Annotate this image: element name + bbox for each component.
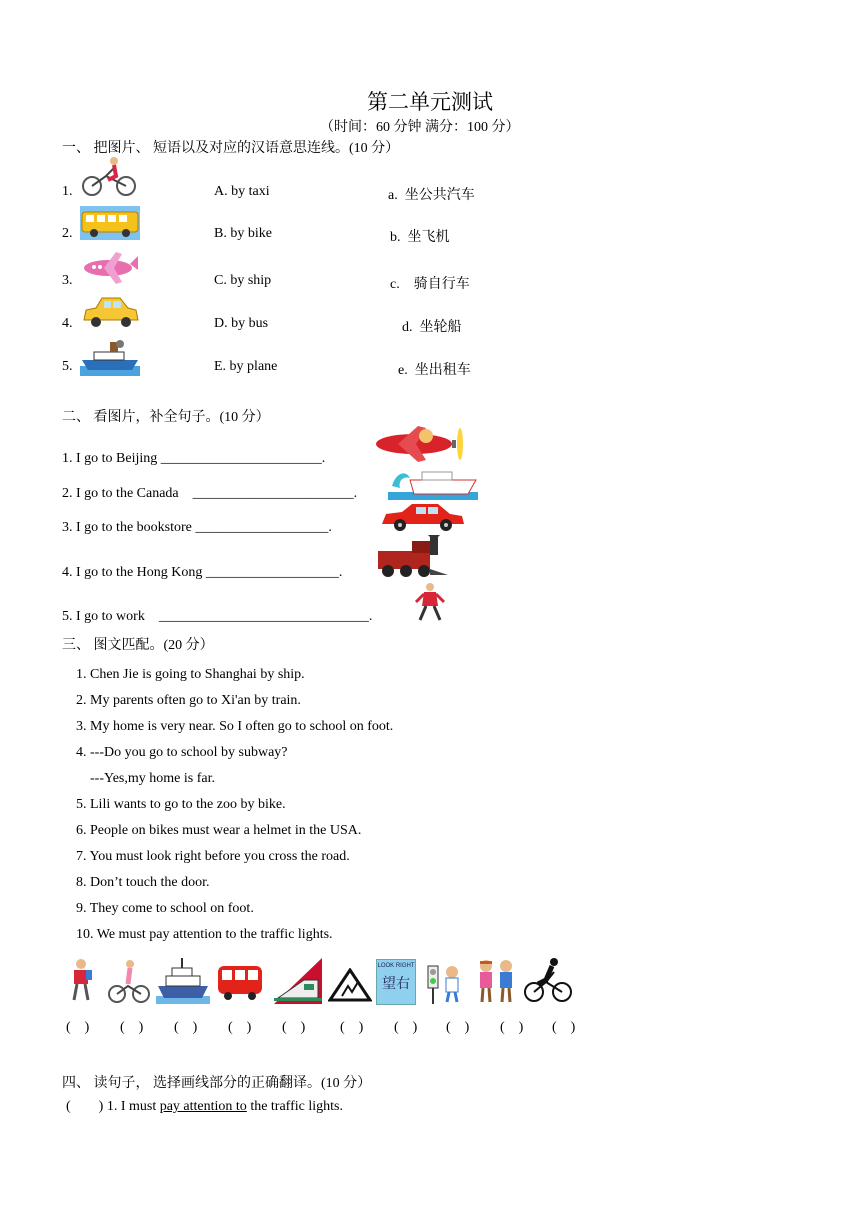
answer-paren-9[interactable]: ( ) xyxy=(500,1020,524,1035)
ship-icon xyxy=(388,466,478,500)
s3-item-6: 6. People on bikes must wear a helmet in the USA. xyxy=(76,823,362,838)
s1-num-2: 2. xyxy=(62,226,73,241)
bus-icon xyxy=(216,962,264,1002)
plane-icon xyxy=(368,422,468,464)
s1-meaning-1: a. 坐公共汽车 xyxy=(388,188,475,203)
s3-item-4: 4. ---Do you go to school by subway? xyxy=(76,745,288,760)
s2-sentence-4: 4. I go to the Hong Kong ___________________. xyxy=(62,565,343,580)
s3-item-2: 2. My parents often go to Xi'an by train. xyxy=(76,693,301,708)
answer-paren-5[interactable]: ( ) xyxy=(282,1020,306,1035)
cyclist-helmet-icon xyxy=(524,956,572,1002)
page-title: 第二单元测试 xyxy=(367,90,493,114)
answer-paren-8[interactable]: ( ) xyxy=(446,1020,470,1035)
s2-sentence-5: 5. I go to work ______________________________. xyxy=(62,609,373,624)
walking-kid-icon xyxy=(66,958,96,1004)
s3-item-1: 1. Chen Jie is going to Shanghai by ship. xyxy=(76,667,305,682)
school-bus-icon xyxy=(80,206,140,240)
s1-meaning-4: d. 坐轮船 xyxy=(402,320,462,335)
sign-cn: 望右 xyxy=(382,977,410,992)
s3-item-10: 10. We must pay attention to the traffic lights. xyxy=(76,927,333,942)
answer-paren-1[interactable]: ( ) xyxy=(66,1020,90,1035)
sign-text: LOOK RIGHT xyxy=(377,963,415,969)
s4-q1-underlined: pay attention to xyxy=(159,1099,247,1114)
s1-phrase-3: C. by ship xyxy=(214,273,272,288)
answer-paren-3[interactable]: ( ) xyxy=(174,1020,198,1035)
s1-phrase-4: D. by bus xyxy=(214,316,269,331)
s1-meaning-3: c. 骑自行车 xyxy=(390,277,470,292)
s1-meaning-2: b. 坐飞机 xyxy=(390,230,450,245)
look-right-sign-icon xyxy=(376,959,416,1005)
s4-q1-suffix: the traffic lights. xyxy=(246,1099,343,1114)
answer-paren-6[interactable]: ( ) xyxy=(340,1020,364,1035)
girl-bike-icon xyxy=(108,958,150,1004)
s1-phrase-1: A. by taxi xyxy=(214,184,270,199)
s3-item-3: 3. My home is very near. So I often go to school on foot. xyxy=(76,719,394,734)
s4-q1-prefix: ( ) 1. I must xyxy=(66,1099,160,1114)
section2-heading: 二、 看图片，补全句子。(10 分） xyxy=(62,410,270,425)
page-subtitle: （时间：60 分钟 满分：100 分） xyxy=(320,120,520,135)
section3-heading: 三、 图文匹配。(20 分） xyxy=(62,638,214,653)
section4-heading: 四、 读句子， 选择画线部分的正确翻译。(10 分） xyxy=(62,1076,372,1091)
s4-question-1 xyxy=(66,1099,343,1115)
s1-num-3: 3. xyxy=(62,273,73,288)
answer-paren-2[interactable]: ( ) xyxy=(120,1020,144,1035)
taxi-icon xyxy=(80,294,140,330)
s1-num-4: 4. xyxy=(62,316,73,331)
s1-num-1: 1. xyxy=(62,184,73,199)
answer-paren-7[interactable]: ( ) xyxy=(394,1020,418,1035)
two-kids-walking-icon xyxy=(474,958,518,1004)
car-icon xyxy=(378,502,466,532)
s3-item-7: 7. You must look right before you cross the road. xyxy=(76,849,350,864)
s2-sentence-1: 1. I go to Beijing _______________________. xyxy=(62,451,326,466)
s3-item-8: 8. Don’t touch the door. xyxy=(76,875,210,890)
s2-sentence-2: 2. I go to the Canada _______________________. xyxy=(62,486,358,501)
s3-item-4b: ---Yes,my home is far. xyxy=(76,771,215,786)
bike-rider-icon xyxy=(78,156,140,196)
s1-phrase-5: E. by plane xyxy=(214,359,278,374)
traffic-light-kid-icon xyxy=(426,962,466,1004)
train-icon xyxy=(372,535,452,579)
answer-paren-4[interactable]: ( ) xyxy=(228,1020,252,1035)
ship-icon xyxy=(80,340,140,376)
s3-item-9: 9. They come to school on foot. xyxy=(76,901,254,916)
walking-person-icon xyxy=(412,582,448,622)
plane-icon xyxy=(80,250,140,286)
s1-num-5: 5. xyxy=(62,359,73,374)
s1-meaning-5: e. 坐出租车 xyxy=(398,363,471,378)
s3-item-5: 5. Lili wants to go to the zoo by bike. xyxy=(76,797,286,812)
s1-phrase-2: B. by bike xyxy=(214,226,272,241)
subway-train-icon xyxy=(274,958,322,1004)
answer-paren-10[interactable]: ( ) xyxy=(552,1020,576,1035)
section1-heading: 一、 把图片、 短语以及对应的汉语意思连线。(10 分） xyxy=(62,141,400,156)
warning-sign-icon xyxy=(328,968,372,1002)
ship-icon xyxy=(156,956,210,1004)
s2-sentence-3: 3. I go to the bookstore ___________________. xyxy=(62,520,332,535)
